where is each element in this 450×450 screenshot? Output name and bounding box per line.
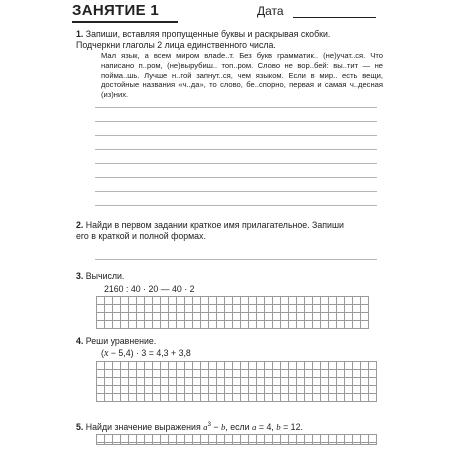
task2-number: 2.: [76, 220, 84, 230]
task5-number: 5.: [76, 421, 84, 432]
task1-instruction: [76, 29, 386, 50]
condition-prefix: , если: [225, 421, 253, 432]
task4-instruction: [76, 336, 156, 347]
answer-line[interactable]: [95, 149, 377, 150]
expr-minus: −: [210, 421, 221, 432]
task4-equation: (x − 5,4) · 3 = 4,3 + 3,8: [101, 348, 191, 359]
cond-var-b: b: [276, 421, 281, 432]
task4-number: 4.: [76, 336, 84, 346]
task3-answer-grid[interactable]: [96, 296, 369, 329]
task1-text: Мал язык, а всем миром влade..т. Без букв грамматик.. (не)учат..ся. Что написано п..ром, (не)вырубиш.. топ..ром. Слово не вор..бей: вы..тит — не пойма..шь. Лучше н..гой запнут..ся, чем языком. Если в мир.. есть вещи, достойные названия «ч..да», то слово, бе..спорно, первая и самая ч..десная (из)них.: [101, 51, 383, 100]
cond-b-value: = 12.: [280, 421, 303, 432]
task2-answer-line[interactable]: [95, 259, 377, 260]
task3-expression: 2160 : 40 · 20 — 40 · 2: [104, 284, 195, 294]
task3-instruction: [76, 271, 124, 282]
page-title: ЗАНЯТИЕ 1: [72, 2, 160, 19]
answer-line[interactable]: [95, 177, 377, 178]
task2-instruction: [76, 220, 386, 241]
expr-var-b: b: [220, 421, 226, 432]
cond-a-value: = 4,: [256, 421, 277, 432]
answer-line[interactable]: [95, 121, 377, 122]
answer-line[interactable]: [95, 163, 377, 164]
date-field[interactable]: [293, 17, 376, 18]
task4-answer-grid[interactable]: [96, 361, 377, 402]
task5-instruction-text: Найди значение выражения: [85, 421, 201, 432]
task4-instruction-text: Реши уравнение.: [85, 336, 157, 346]
task1-instruction-line2: Подчеркни глаголы 2 лица единственного числа.: [76, 39, 276, 50]
title-underline: [72, 21, 178, 23]
date-label: Дата: [257, 4, 284, 18]
task3-number: 3.: [76, 271, 84, 281]
answer-line[interactable]: [95, 107, 377, 108]
task2-instruction-line1: Найди в первом задании краткое имя прилагательное. Запиши: [85, 220, 344, 230]
task5-instruction: [76, 420, 396, 433]
task1-number: 1.: [76, 29, 84, 39]
cond-var-a: a: [252, 421, 257, 432]
task5-answer-grid[interactable]: [96, 434, 377, 445]
eq-variable-x: x: [103, 348, 109, 359]
task1-instruction-line1: Запиши, вставляя пропущенные буквы и раскрывая скобки.: [85, 29, 331, 39]
task3-instruction-text: Вычисли.: [85, 271, 125, 281]
expr-var-a: a: [203, 421, 208, 432]
expr-exponent: 3: [207, 422, 211, 428]
answer-line[interactable]: [95, 205, 377, 206]
task2-instruction-line2: его в краткой и полной формах.: [76, 230, 206, 241]
answer-line[interactable]: [95, 191, 377, 192]
answer-line[interactable]: [95, 135, 377, 136]
eq-rest: − 5,4) · 3 = 4,3 + 3,8: [110, 348, 191, 358]
